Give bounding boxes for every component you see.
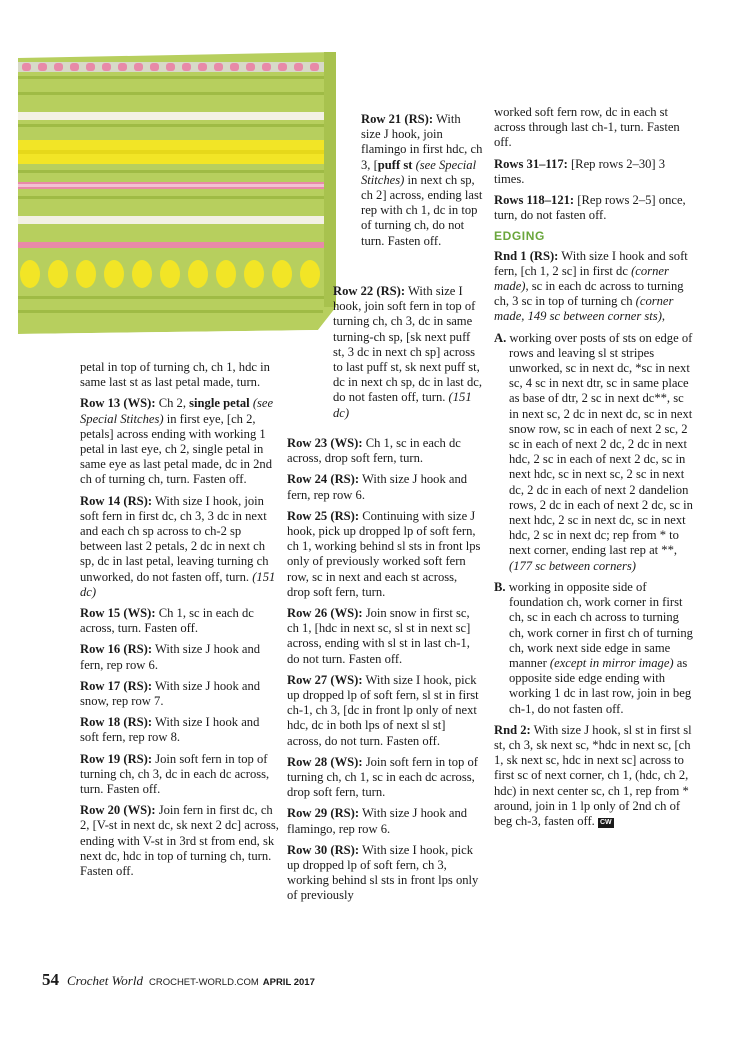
row-label: Row 25 (RS): (287, 508, 360, 523)
text: working over posts of sts on edge of rows and leaving sl st stripes unworked, sc in next dc, *sc in next sc, 4 sc in next dtr, sc in same place as base of dtr, 2 sc in next dc**, sc in next sc, 2 dc in next dc, sc in next snow row, sc in each of next 2 sc, 2 sc in each of next 2 dc, 2 dc in next hdc, 2 sc in each of next 2 dc, sc in next hdc, sc in next sc, 2 sc in next dc, 2 dc in each of next 2 dandelion rows, 2 dc in each of next 2 dc, sc in next hdc, 2 sc in next dc, sc in next hdc, 2 sc in next dc; rep from * to next corner, ending last rep at **, (506, 330, 693, 558)
row-label: Row 14 (RS): (80, 493, 153, 508)
row-20 (80, 803, 280, 879)
row-label: Rows 118–121: (494, 193, 575, 208)
text: With size J hook and fern, rep row 6. (287, 472, 468, 502)
page-number: 54 (42, 970, 59, 989)
text: working in opposite side of foundation ch, work corner in first ch, sc in each ch across to turning ch, work corner in first ch of turning ch, work next side edge in same manner (505, 579, 693, 670)
row-label: Row 24 (RS): (287, 472, 360, 487)
text: With size J hook, sl st in first sl st, ch 3, sk next sc, *hdc in next sc, [ch 1, sk next sc, hdc in next sc] across to first sc of next corner, ch 1, (hdc, ch 2, hdc) in next center sc, ch 1, rep from * around, join in 1 lp only of 2nd ch of beg ch-3, fasten off. (494, 722, 692, 828)
note: (see Special Stitches) (80, 396, 274, 426)
stitch-name: puff st (377, 157, 413, 172)
row-17 (80, 679, 280, 709)
step-label: B. (494, 579, 506, 594)
rnd-1 (494, 249, 694, 325)
text: Ch 1, sc in each dc across, drop soft fern, turn. (287, 436, 461, 466)
row-label: Row 29 (RS): (287, 806, 360, 821)
text: petal in top of turning ch, ch 1, hdc in same last st as last petal made, turn. (80, 360, 270, 390)
row-label: Row 30 (RS): (287, 842, 360, 857)
crochet-swatch-photo (18, 52, 336, 350)
crochet-swatch-illustration (18, 52, 336, 350)
magazine-name: Crochet World (67, 973, 143, 988)
row-22 (333, 284, 483, 421)
text: Ch 1, sc in each dc across, turn. Fasten off. (80, 606, 254, 636)
row-24 (287, 472, 483, 502)
row-23 (287, 436, 483, 466)
column-2-mid (333, 284, 483, 421)
text: With size I hook, pick up dropped lp of soft fern, ch 3, working behind sl sts in front lps only of previously (287, 842, 479, 903)
row-label: Rows 31–117: (494, 156, 568, 171)
note: (corner made) (494, 263, 669, 294)
website: CROCHET-WORLD.COM (148, 977, 259, 988)
stitch-count: (151 dc) (333, 390, 472, 420)
text: Join soft fern in top of turning ch, ch 3, dc in each dc across, turn. Fasten off. (80, 751, 270, 797)
column-2-top (361, 112, 483, 255)
row-label: Row 23 (WS): (287, 436, 363, 450)
text: [Rep rows 2–30] 3 times. (494, 156, 666, 186)
text: With size J hook and flamingo, rep row 6. (287, 806, 468, 836)
row-label: Row 13 (WS): (80, 396, 156, 411)
text: in first eye, [ch 2, petals] across ending with working 1 petal in last eye, ch 2, single petal in same eye as last petal made, dc in 2nd ch of turning ch, turn. Fasten off. (80, 411, 272, 487)
text: With size J hook, join flamingo in first hdc, ch 3, [ (361, 112, 483, 172)
row-label: Row 26 (WS): (287, 606, 363, 621)
text: Join soft fern in top of turning ch, ch 1, sc in each dc across, drop soft fern, turn. (287, 754, 478, 800)
row-label: Row 28 (WS): (287, 754, 363, 769)
row-label: Row 20 (WS): (80, 803, 156, 818)
paragraph (80, 360, 280, 390)
row-label: Row 18 (RS): (80, 715, 153, 730)
section-heading-edging: EDGING (494, 229, 545, 244)
column-3 (494, 105, 694, 835)
row-25 (287, 509, 483, 600)
text: With size J hook and snow, rep row 7. (80, 678, 261, 709)
row-label: Row 19 (RS): (80, 751, 153, 766)
row-label: Row 22 (RS): (333, 284, 406, 298)
row-label: Row 15 (WS): (80, 606, 156, 621)
row-29 (287, 806, 483, 836)
text: With size I hook, pick up dropped lp of soft fern, sl st in first ch-1, ch 3, [dc in front lp only of next hdc, dc in both lps of next sl st] across, do not turn. Fasten off. (287, 672, 479, 748)
paragraph (494, 105, 694, 151)
page-footer (42, 970, 315, 990)
text: With size J hook and fern, rep row 6. (80, 642, 261, 672)
row-15 (80, 606, 280, 636)
text: worked soft fern row, dc in each st across through last ch-1, turn. Fasten off. (494, 105, 680, 150)
row-label: Row 16 (RS): (80, 642, 153, 657)
stitch-name: single petal (189, 396, 250, 411)
text: Join snow in first sc, ch 1, [hdc in next sc, sl st in next sc] across, ending with sl st in last ch-1, do not turn. Fasten off. (287, 606, 471, 666)
row-30 (287, 843, 483, 904)
stitch-count: (151 dc) (80, 569, 276, 599)
text: [Rep rows 2–5] once, turn, do not fasten off. (494, 193, 686, 223)
stitch-count: (177 sc between corners) (509, 558, 636, 573)
text: With size I hook and soft fern, rep row 8. (80, 715, 260, 745)
row-label: Row 27 (WS): (287, 672, 363, 687)
cw-end-logo: CW (600, 818, 612, 826)
row-18 (80, 715, 280, 745)
row-label: Rnd 1 (RS): (494, 248, 559, 263)
step-b (494, 580, 694, 717)
rnd-2 (494, 723, 694, 829)
issue-date: APRIL 2017 (262, 977, 315, 988)
rows-31-117 (494, 157, 694, 187)
row-16 (80, 642, 280, 672)
row-28 (287, 755, 483, 801)
column-2 (287, 436, 483, 910)
row-27 (287, 673, 483, 749)
text: Ch 2, (155, 396, 190, 411)
step-label: A. (494, 330, 507, 345)
row-label: Row 21 (RS): (361, 112, 434, 126)
step-a (494, 331, 694, 574)
text: , sc in each dc across to turning ch, 3 sc in top of turning ch (494, 279, 684, 309)
note: (corner made, 149 sc between corner sts) (494, 294, 674, 324)
row-label: Row 17 (RS): (80, 678, 153, 693)
text: With size I hook and soft fern, [ch 1, 2 sc] in first dc (494, 248, 688, 278)
row-13 (80, 396, 280, 487)
note: (except in mirror image) (549, 655, 674, 670)
text: Join fern in first dc, ch 2, [V-st in next dc, sk next 2 dc] across, ending with V-st in 3rd st from end, sk next dc, hdc in top of turning ch, turn. Fasten off. (80, 803, 279, 879)
text: as opposite side edge ending with working 1 dc in last row, join in beg ch-1, do not fasten off. (509, 655, 692, 716)
text: With size I hook, join soft fern in top of turning ch, ch 3, dc in same turning-ch sp, [sk next puff st, 3 dc in next ch sp] across to last puff st, sk next puff st, dc in next ch sp, dc in last dc, do not fasten off, turn. (333, 284, 482, 405)
row-14 (80, 494, 280, 600)
row-19 (80, 752, 280, 798)
note: (see Special Stitches) (361, 157, 477, 187)
text: Continuing with size J hook, pick up dropped lp of soft fern, ch 1, working behind sl sts in front lps only of previously worked soft fern row, sc in next and each st across, drop soft fern, turn. (287, 508, 481, 599)
rows-118-121 (494, 193, 694, 223)
text: in next ch sp, ch 2] across, ending last rep with ch 1, dc in top of turning ch, do not turn. Fasten off. (361, 172, 483, 248)
row-26 (287, 606, 483, 667)
text: , (661, 309, 666, 324)
column-1 (80, 360, 280, 885)
text: With size I hook, join soft fern in first dc, ch 3, 3 dc in next and each ch sp across to ch-2 sp between last 2 petals, 2 dc in next ch sp, dc in last petal, leaving turning ch unworked, do not fasten off, turn. (80, 493, 269, 584)
row-label: Rnd 2: (494, 722, 531, 737)
row-21 (361, 112, 483, 249)
